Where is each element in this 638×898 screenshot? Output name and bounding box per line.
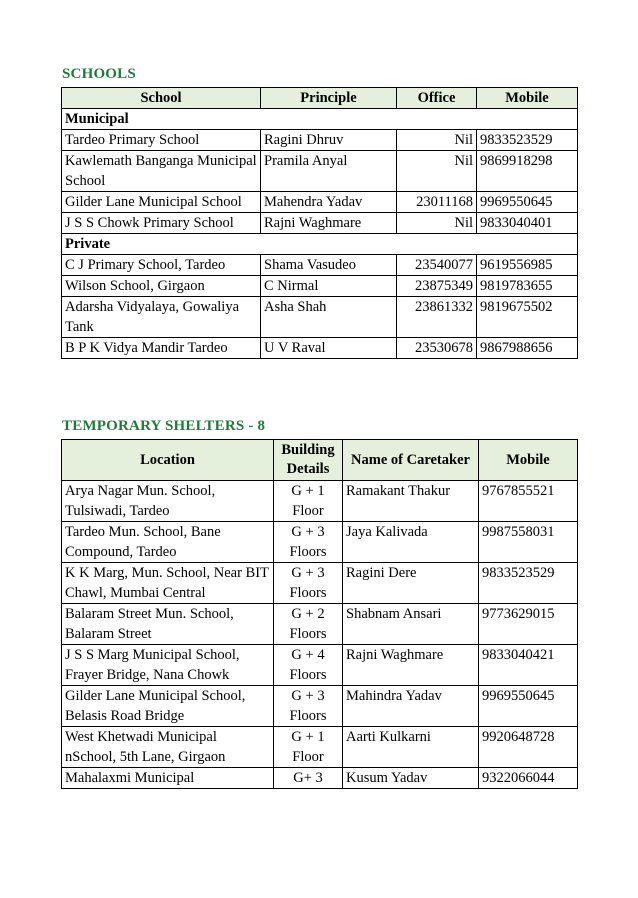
building-details: G + 1 Floor — [274, 481, 343, 522]
mobile-number: 9619556985 — [477, 255, 578, 276]
building-details: G + 4 Floors — [274, 645, 343, 686]
mobile-number: 9322066044 — [479, 768, 578, 789]
shelters-heading: TEMPORARY SHELTERS - 8 — [62, 418, 266, 434]
mobile-number: 9833040421 — [479, 645, 578, 686]
table-row — [62, 563, 578, 604]
header-building-details: Building Details — [274, 440, 343, 481]
location: J S S Marg Municipal School, Frayer Bridge, Nana Chowk — [62, 645, 274, 686]
header-mobile: Mobile — [479, 440, 578, 481]
mobile-number: 9987558031 — [479, 522, 578, 563]
schools-table — [61, 87, 578, 359]
category-row — [62, 234, 578, 255]
shelters-header-row — [62, 440, 578, 481]
principle-name: Rajni Waghmare — [261, 213, 397, 234]
office-number: Nil — [397, 130, 477, 151]
office-number: 23540077 — [397, 255, 477, 276]
building-details: G + 3 Floors — [274, 522, 343, 563]
school-name: B P K Vidya Mandir Tardeo — [62, 338, 261, 359]
location: Gilder Lane Municipal School, Belasis Road Bridge — [62, 686, 274, 727]
caretaker-name: Rajni Waghmare — [343, 645, 479, 686]
mobile-number: 9867988656 — [477, 338, 578, 359]
table-row — [62, 151, 578, 192]
building-details: G + 1 Floor — [274, 727, 343, 768]
mobile-number: 9969550645 — [479, 686, 578, 727]
principle-name: U V Raval — [261, 338, 397, 359]
table-row — [62, 192, 578, 213]
school-name: Wilson School, Girgaon — [62, 276, 261, 297]
principle-name: Ragini Dhruv — [261, 130, 397, 151]
header-mobile: Mobile — [477, 88, 578, 109]
table-row — [62, 130, 578, 151]
building-details: G + 2 Floors — [274, 604, 343, 645]
table-row — [62, 768, 578, 789]
mobile-number: 9767855521 — [479, 481, 578, 522]
mobile-number: 9869918298 — [477, 151, 578, 192]
category-label: Municipal — [62, 109, 578, 130]
building-details: G + 3 Floors — [274, 686, 343, 727]
caretaker-name: Ragini Dere — [343, 563, 479, 604]
header-principle: Principle — [261, 88, 397, 109]
caretaker-name: Jaya Kalivada — [343, 522, 479, 563]
category-row — [62, 109, 578, 130]
mobile-number: 9819783655 — [477, 276, 578, 297]
school-name: Adarsha Vidyalaya, Gowaliya Tank — [62, 297, 261, 338]
caretaker-name: Mahindra Yadav — [343, 686, 479, 727]
header-caretaker: Name of Caretaker — [343, 440, 479, 481]
principle-name: C Nirmal — [261, 276, 397, 297]
principle-name: Shama Vasudeo — [261, 255, 397, 276]
school-name: Tardeo Primary School — [62, 130, 261, 151]
table-row — [62, 604, 578, 645]
office-number: 23875349 — [397, 276, 477, 297]
school-name: Gilder Lane Municipal School — [62, 192, 261, 213]
school-name: Kawlemath Banganga Municipal School — [62, 151, 261, 192]
mobile-number: 9833040401 — [477, 213, 578, 234]
caretaker-name: Shabnam Ansari — [343, 604, 479, 645]
schools-heading: SCHOOLS — [62, 66, 136, 82]
office-number: 23861332 — [397, 297, 477, 338]
table-row — [62, 213, 578, 234]
mobile-number: 9920648728 — [479, 727, 578, 768]
table-row — [62, 297, 578, 338]
building-details: G + 3 Floors — [274, 563, 343, 604]
office-number: Nil — [397, 151, 477, 192]
school-name: C J Primary School, Tardeo — [62, 255, 261, 276]
table-row — [62, 338, 578, 359]
principle-name: Pramila Anyal — [261, 151, 397, 192]
header-office: Office — [397, 88, 477, 109]
mobile-number: 9833523529 — [477, 130, 578, 151]
header-location: Location — [62, 440, 274, 481]
office-number: Nil — [397, 213, 477, 234]
table-row — [62, 686, 578, 727]
mobile-number: 9833523529 — [479, 563, 578, 604]
table-row — [62, 727, 578, 768]
mobile-number: 9819675502 — [477, 297, 578, 338]
principle-name: Mahendra Yadav — [261, 192, 397, 213]
schools-header-row — [62, 88, 578, 109]
table-row — [62, 645, 578, 686]
location: Balaram Street Mun. School, Balaram Street — [62, 604, 274, 645]
location: Tardeo Mun. School, Bane Compound, Tardeo — [62, 522, 274, 563]
building-details: G+ 3 — [274, 768, 343, 789]
table-row — [62, 522, 578, 563]
principle-name: Asha Shah — [261, 297, 397, 338]
caretaker-name: Ramakant Thakur — [343, 481, 479, 522]
location: K K Marg, Mun. School, Near BIT Chawl, Mumbai Central — [62, 563, 274, 604]
table-row — [62, 481, 578, 522]
office-number: 23530678 — [397, 338, 477, 359]
caretaker-name: Kusum Yadav — [343, 768, 479, 789]
category-label: Private — [62, 234, 578, 255]
mobile-number: 9969550645 — [477, 192, 578, 213]
location: Arya Nagar Mun. School, Tulsiwadi, Tardeo — [62, 481, 274, 522]
table-row — [62, 276, 578, 297]
office-number: 23011168 — [397, 192, 477, 213]
school-name: J S S Chowk Primary School — [62, 213, 261, 234]
location: Mahalaxmi Municipal — [62, 768, 274, 789]
shelters-table — [61, 439, 578, 789]
location: West Khetwadi Municipal nSchool, 5th Lane, Girgaon — [62, 727, 274, 768]
caretaker-name: Aarti Kulkarni — [343, 727, 479, 768]
mobile-number: 9773629015 — [479, 604, 578, 645]
table-row — [62, 255, 578, 276]
header-school: School — [62, 88, 261, 109]
